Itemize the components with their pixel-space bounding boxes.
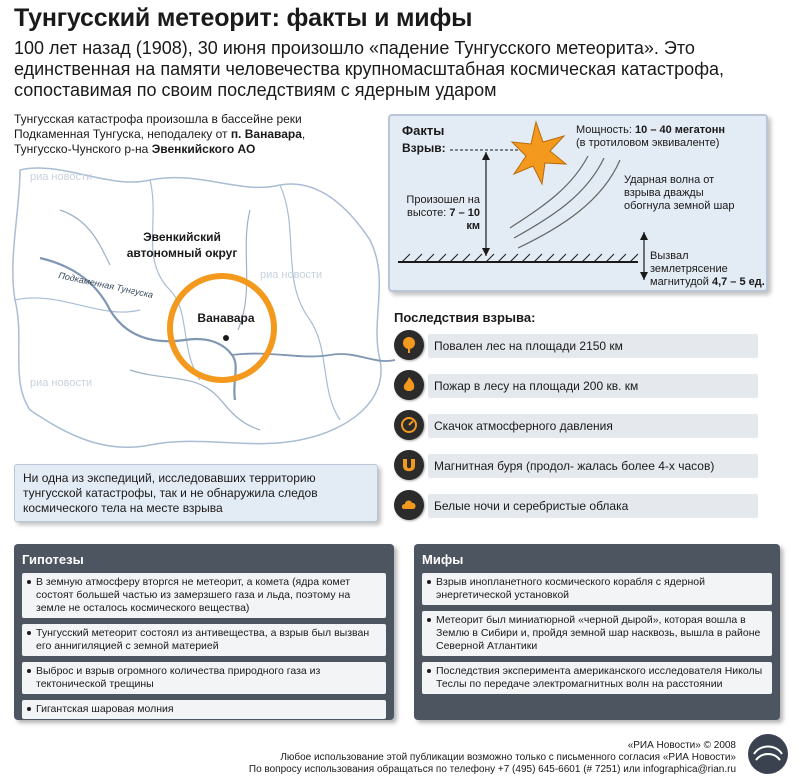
earthquake-line-2 (650, 276, 768, 289)
map-caption-town: п. Ванавара (230, 127, 302, 141)
hypotheses-panel (14, 544, 394, 720)
arrow-up-icon (482, 152, 490, 160)
shockwave-line-1: Ударная волна от (624, 174, 715, 186)
power-line (576, 124, 725, 137)
footer-usage: Любое использование этой публикации возможно только с письменного согласия «РИА Новости» (280, 752, 736, 763)
river-tributary (60, 210, 110, 265)
cloud-icon (394, 490, 424, 520)
power-value: 10 – 40 мегатонн (635, 124, 725, 136)
hypothesis-item: В земную атмосферу вторгся не метеорит, а комета (ядра комет состоят большей частью из замерзшего газа и льда, поэтому на земле не осталось космического вещества) (22, 573, 386, 618)
height-value: 7 – 10 км (449, 207, 480, 232)
footer-copyright: «РИА Новости» © 2008 (627, 740, 736, 751)
map-caption-region: Эвенкийского АО (151, 142, 256, 156)
region-map (0, 150, 400, 460)
map-town-label: Ванавара (197, 311, 255, 325)
consequence-item (394, 330, 774, 364)
hypothesis-item: Выброс и взрыв огромного количества природного газа из тектонической трещины (22, 662, 386, 694)
region-border (13, 168, 381, 447)
ria-novosti-logo (746, 732, 790, 776)
facts-heading: Факты (402, 123, 445, 138)
district-border (280, 185, 340, 420)
shockwave-fact (624, 174, 764, 213)
expedition-note: Ни одна из экспедиций, исследовавших территорию тунгусской катастрофы, так и не обнаружила следов космического тела на месте взрыва (14, 464, 378, 522)
power-fact (576, 124, 725, 150)
river-tributary (232, 354, 395, 361)
earthquake-line-1: Вызвал землетрясение (650, 250, 728, 275)
vanavara-dot (223, 335, 229, 341)
map-watermark: риа новости (260, 269, 323, 281)
arrow-down-icon (640, 272, 648, 280)
page-subtitle: 100 лет назад (1908), 30 июня произошло «падение Тунгусского метеорита». Это единственная на памяти человечества крупномасштабная космическая катастрофа, сопоставимая по своим последствиям с ядерным ударом (14, 38, 725, 100)
consequences-title: Последствия взрыва: (394, 310, 536, 325)
power-prefix: Мощность: (576, 124, 636, 136)
consequence-label: Пожар в лесу на площади 200 кв. км (428, 374, 758, 398)
map-region-label: автономный округ (126, 246, 238, 260)
map-caption-line-2 (14, 127, 344, 142)
arrow-down-icon (482, 248, 490, 256)
shockwave-line-2: взрыва дважды (624, 187, 704, 199)
earthquake-fact (650, 250, 768, 289)
explosion-label: Взрыв: (402, 141, 446, 155)
map-watermark: риа новости (30, 171, 93, 183)
myths-panel (414, 544, 780, 720)
consequence-item (394, 490, 774, 524)
magnet-icon (394, 450, 424, 480)
earthquake-value: 4,7 – 5 ед. (711, 276, 765, 288)
hypotheses-title: Гипотезы (22, 552, 84, 567)
facts-panel (388, 114, 768, 292)
ground-hatching (402, 254, 638, 262)
map-river-label: Подкаменная Тунгуска (57, 270, 155, 301)
map-caption-text: , (301, 127, 306, 141)
power-note: (в тротиловом эквиваленте) (576, 137, 720, 149)
shockwave-arc (518, 160, 620, 248)
map-watermark: риа новости (30, 377, 93, 389)
district-border (15, 298, 140, 312)
consequence-item (394, 410, 774, 444)
myth-item: Метеорит был миниатюрной «черной дырой», которая вошла в Землю в Сибири и, пройдя земной шар насквозь, вышла в районе Северной Атлантики (422, 611, 772, 656)
fallen-tree-icon (394, 330, 424, 360)
consequence-label: Повален лес на площади 2150 км (428, 334, 758, 358)
height-line-1: Произошел на (406, 194, 480, 206)
consequence-label: Магнитная буря (продол- жалась более 4-х часов) (428, 454, 758, 478)
consequence-item (394, 450, 774, 484)
impact-area-ring (170, 276, 274, 380)
page-title: Тунгусский метеорит: факты и мифы (14, 4, 473, 32)
arrow-up-icon (640, 232, 648, 240)
explosion-star-icon (512, 122, 566, 184)
map-region-label: Эвенкийский (143, 230, 221, 244)
hypothesis-item: Тунгусский метеорит состоял из антивещества, а взрыв был вызван его аннигиляцией с земной материей (22, 624, 386, 656)
consequence-label: Скачок атмосферного давления (428, 414, 758, 438)
height-line-2 (400, 207, 480, 233)
height-prefix: высоте: (407, 207, 450, 219)
pressure-gauge-icon (394, 410, 424, 440)
footer-contact: По вопросу использования обращаться по телефону +7 (495) 645-6601 (# 7251) или infographica@rian.ru (248, 764, 736, 775)
shockwave-line-3: обогнула земной шар (624, 200, 735, 212)
map-caption-text: Подкаменная Тунгуска, неподалеку от (14, 127, 231, 141)
myth-item: Последствия эксперимента американского исследователя Николы Теслы по передаче электромагнитных волн на расстоянии (422, 662, 772, 694)
map-caption-line-1: Тунгусская катастрофа произошла в бассейне реки (14, 112, 302, 126)
map-caption-text: Тунгусско-Чунского р-на (14, 142, 152, 156)
myth-item: Взрыв инопланетного космического корабля с ядерной энергетической установкой (422, 573, 772, 605)
earthquake-prefix: магнитудой (650, 276, 712, 288)
consequence-item (394, 370, 774, 404)
consequence-label: Белые ночи и серебристые облака (428, 494, 758, 518)
hypothesis-item: Гигантская шаровая молния (22, 700, 386, 719)
footer (176, 740, 736, 776)
fire-icon (394, 370, 424, 400)
height-fact (400, 194, 480, 233)
myths-title: Мифы (422, 552, 464, 567)
